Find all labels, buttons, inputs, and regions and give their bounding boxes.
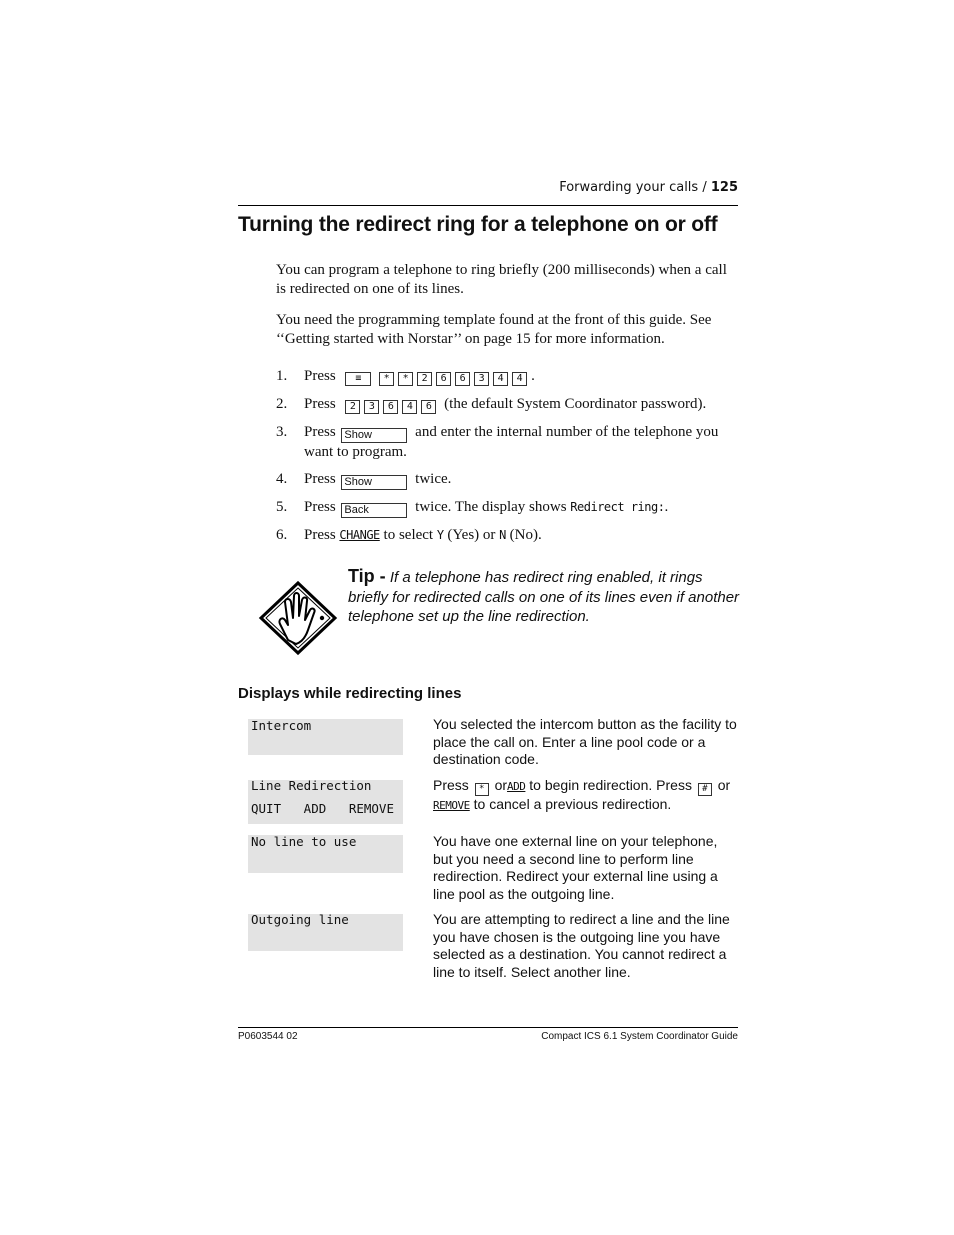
lcd-line-1: Intercom xyxy=(251,718,312,733)
step-number: 5. xyxy=(276,499,288,515)
step-number: 6. xyxy=(276,527,288,543)
key-digit: 4 xyxy=(493,372,508,386)
lcd-line-1: Outgoing line xyxy=(251,912,349,927)
step-end: . xyxy=(664,499,669,515)
page-number: 125 xyxy=(710,180,738,195)
step-number: 4. xyxy=(276,471,288,487)
yes-display: Y xyxy=(436,528,444,542)
section-heading: Displays while redirecting lines xyxy=(238,685,462,702)
press-label: Press xyxy=(304,396,336,412)
key-star: * xyxy=(475,783,489,796)
key-pound: # xyxy=(698,783,712,796)
step-end: . xyxy=(531,368,535,384)
add-softkey: ADD xyxy=(507,780,526,793)
display-description: You have one external line on your telephone, but you need a second line to perform line redirection. Redirect your external line using a line pool as the outgoing line. xyxy=(433,833,718,902)
key-digit: 2 xyxy=(417,372,432,386)
running-header xyxy=(238,180,738,195)
desc-text: to begin redirection. Press xyxy=(529,777,692,793)
tip-label: Tip - xyxy=(348,566,386,586)
display-description: You selected the intercom button as the facility to place the call on. Enter a line pool code or a destination code. xyxy=(433,716,737,767)
lcd-display xyxy=(248,719,403,755)
no-label: (No). xyxy=(509,527,542,543)
no-display: N xyxy=(499,528,506,542)
header-rule xyxy=(238,205,738,206)
lcd-line-2: QUIT ADD REMOVE xyxy=(251,801,394,816)
display-description: You are attempting to redirect a line and the line you have chosen is the outgoing line you have selected as a destination. You cannot redirect a line to itself. Select another line. xyxy=(433,911,730,980)
display-text: Redirect ring: xyxy=(570,500,665,514)
display-description xyxy=(433,777,739,815)
back-button: Back xyxy=(341,503,407,518)
key-digit: 4 xyxy=(512,372,527,386)
key-digit: 6 xyxy=(455,372,470,386)
footer-rule xyxy=(238,1027,738,1028)
lcd-display xyxy=(248,914,403,951)
intro-paragraph-1: You can program a telephone to ring briefly (200 milliseconds) when a call is redirected on one of its lines. xyxy=(276,262,727,297)
header-section: Forwarding your calls / xyxy=(559,180,707,195)
lcd-line-1: No line to use xyxy=(251,834,357,849)
show-button: Show xyxy=(341,428,407,443)
step-text: twice. xyxy=(415,471,452,487)
show-button: Show xyxy=(341,475,407,490)
step-text: twice. The display shows xyxy=(415,499,567,515)
press-label: Press xyxy=(304,368,336,384)
intro-paragraph-2: You need the programming template found at the front of this guide. See ‘‘Getting started with Norstar’’ on page 15 for more information. xyxy=(276,312,712,347)
feature-key-icon: ≡ xyxy=(345,372,371,386)
key-digit: 3 xyxy=(364,400,379,414)
press-label: Press xyxy=(304,424,336,440)
tip-hand-icon xyxy=(258,580,338,656)
desc-text: or xyxy=(717,777,731,793)
key-digit: 2 xyxy=(345,400,360,414)
step-number: 3. xyxy=(276,424,288,440)
lcd-line-1: Line Redirection xyxy=(251,778,372,793)
doc-number: P0603544 02 xyxy=(238,1031,298,1042)
desc-text: to cancel a previous redirection. xyxy=(473,796,672,812)
press-label: Press xyxy=(304,527,336,543)
step-number: 2. xyxy=(276,396,288,412)
key-digit: 6 xyxy=(421,400,436,414)
yes-label: (Yes) or xyxy=(447,527,496,543)
desc-text: Press xyxy=(433,777,469,793)
step-text: to select xyxy=(383,527,434,543)
step-text: (the default System Coordinator password). xyxy=(444,396,707,412)
press-label: Press xyxy=(304,471,336,487)
key-star: * xyxy=(398,372,413,386)
guide-title: Compact ICS 6.1 System Coordinator Guide xyxy=(541,1031,738,1042)
key-digit: 4 xyxy=(402,400,417,414)
key-digit: 3 xyxy=(474,372,489,386)
tip-text: If a telephone has redirect ring enabled, it rings briefly for redirected calls on one of its lines even if another telephone set up the line redirection. xyxy=(348,569,740,625)
desc-text: or xyxy=(494,777,508,793)
step-text: and enter the internal number of the telephone you want to program. xyxy=(304,424,719,460)
press-label: Press xyxy=(304,499,336,515)
remove-softkey: REMOVE xyxy=(433,799,470,812)
lcd-display xyxy=(248,780,403,824)
key-digit: 6 xyxy=(436,372,451,386)
key-star: * xyxy=(379,372,394,386)
change-softkey: CHANGE xyxy=(339,528,380,542)
lcd-display xyxy=(248,835,403,873)
step-number: 1. xyxy=(276,368,288,384)
key-digit: 6 xyxy=(383,400,398,414)
tip-box xyxy=(348,567,740,627)
page-title: Turning the redirect ring for a telephone on or off xyxy=(238,213,718,236)
